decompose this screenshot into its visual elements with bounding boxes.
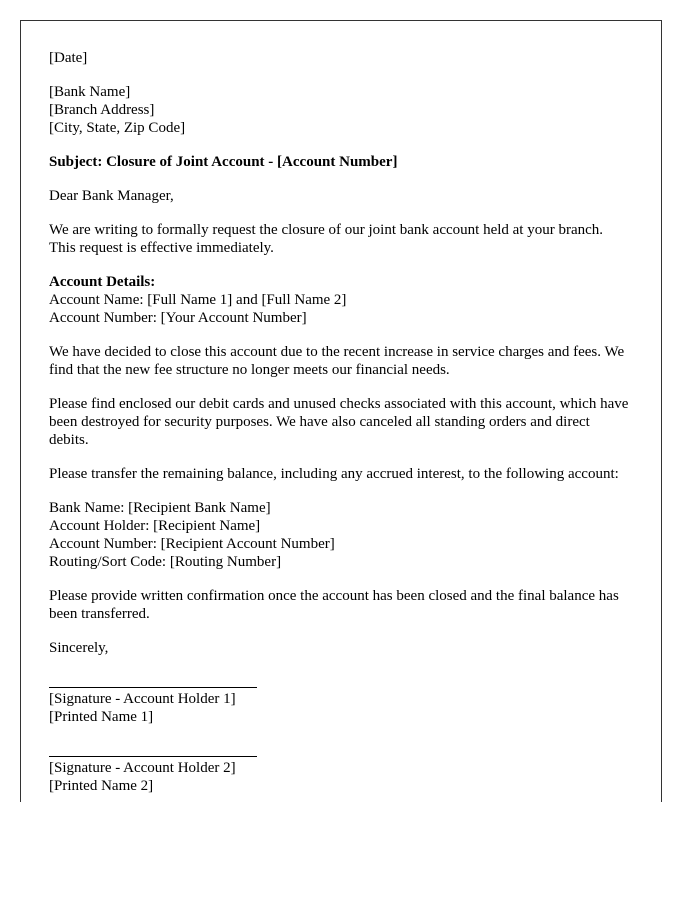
letter-page — [20, 20, 662, 802]
subject-line: Subject: Closure of Joint Account - [Account Number] — [49, 154, 398, 170]
document-viewport — [20, 20, 662, 802]
intro-paragraph: We are writing to formally request the closure of our joint bank account held at your branch. This request is effective immediately. — [49, 222, 604, 256]
reason-paragraph: We have decided to close this account due to the recent increase in service charges and fees. We find that the new fee structure no longer meets our financial needs. — [49, 344, 625, 378]
confirmation-paragraph: Please provide written confirmation once the account has been closed and the final balance has been transferred. — [49, 588, 619, 622]
city-state-zip: [City, State, Zip Code] — [49, 120, 186, 136]
printed-name: [Printed Name 1] — [49, 709, 154, 725]
printed-name: [Printed Name 2] — [49, 778, 154, 794]
account-details — [49, 273, 633, 327]
transfer-request-paragraph: Please transfer the remaining balance, including any accrued interest, to the following account: — [49, 466, 619, 482]
account-name: Account Name: [Full Name 1] and [Full Name 2] — [49, 292, 347, 308]
transfer-details — [49, 499, 633, 571]
bank-name: [Bank Name] — [49, 84, 131, 100]
signature-line — [49, 756, 257, 757]
account-details-heading: Account Details: — [49, 274, 156, 290]
account-number: Account Number: [Your Account Number] — [49, 310, 307, 326]
signature-block-1 — [49, 687, 633, 726]
signature-label: [Signature - Account Holder 1] — [49, 691, 236, 707]
transfer-routing: Routing/Sort Code: [Routing Number] — [49, 554, 282, 570]
recipient-address — [49, 83, 633, 137]
enclosures-paragraph: Please find enclosed our debit cards and unused checks associated with this account, which have been destroyed for security purposes. We have also canceled all standing orders and direct debits. — [49, 396, 629, 448]
transfer-account-number: Account Number: [Recipient Account Number] — [49, 536, 335, 552]
signature-block-2 — [49, 756, 633, 795]
signature-label: [Signature - Account Holder 2] — [49, 760, 236, 776]
date: [Date] — [49, 50, 88, 66]
transfer-bank: Bank Name: [Recipient Bank Name] — [49, 500, 271, 516]
branch-address: [Branch Address] — [49, 102, 155, 118]
salutation: Dear Bank Manager, — [49, 188, 174, 204]
closing: Sincerely, — [49, 640, 109, 656]
transfer-holder: Account Holder: [Recipient Name] — [49, 518, 261, 534]
signature-line — [49, 687, 257, 688]
